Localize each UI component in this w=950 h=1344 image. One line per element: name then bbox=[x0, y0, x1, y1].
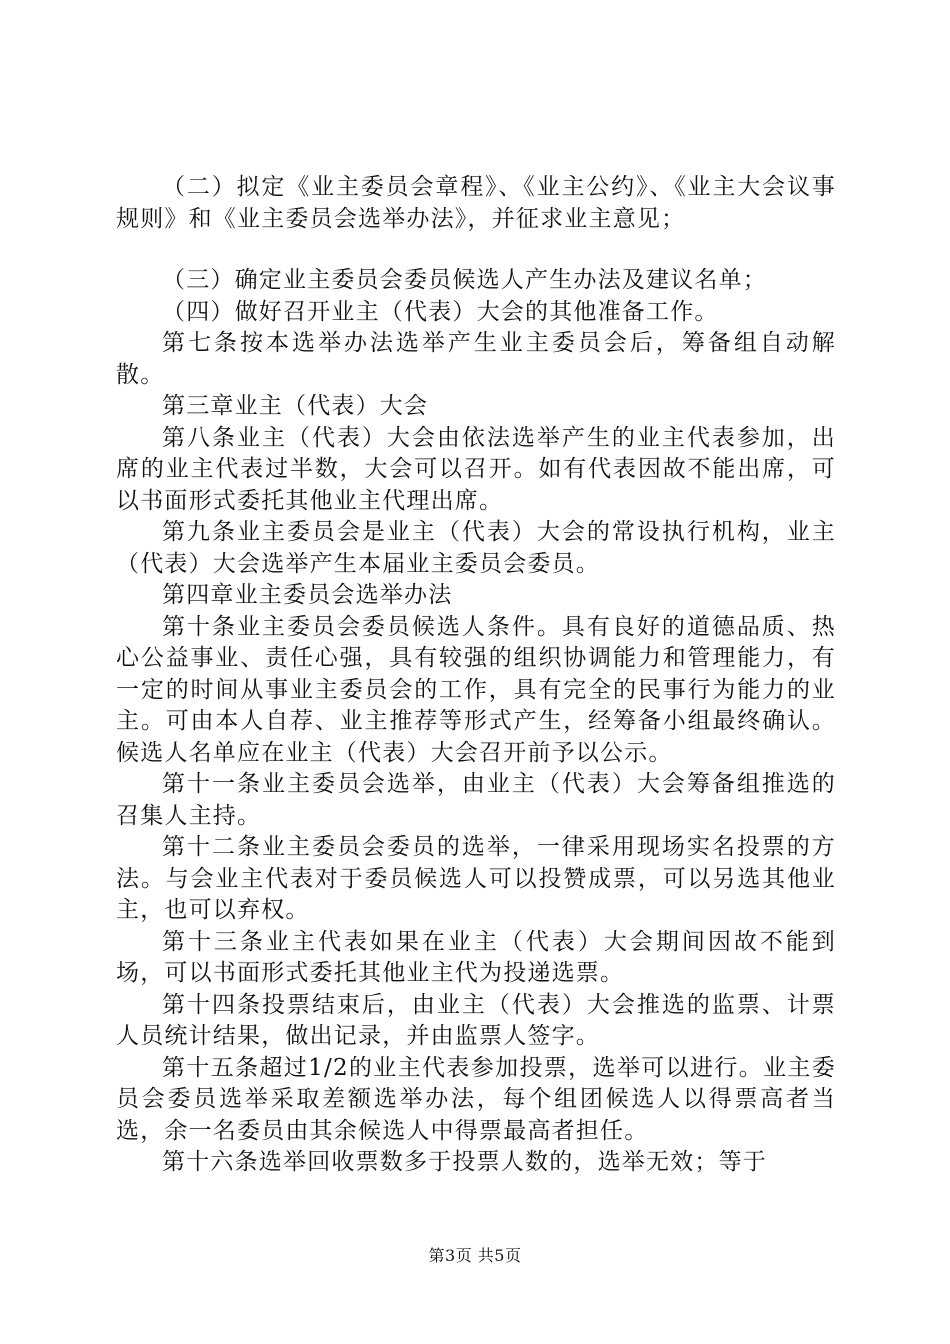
article-12: 第十二条业主委员会委员的选举，一律采用现场实名投票的方法。与会业主代表对于委员候选人可以投赞成票，可以另选其他业主，也可以弃权。 bbox=[116, 834, 836, 923]
paragraph-item-2: （二）拟定《业主委员会章程》、《业主公约》、《业主大会议事规则》和《业主委员会选举办法》，并征求业主意见； bbox=[116, 174, 836, 232]
article-8: 第八条业主（代表）大会由依法选举产生的业主代表参加，出席的业主代表过半数，大会可以召开。如有代表因故不能出席，可以书面形式委托其他业主代理出席。 bbox=[116, 424, 836, 514]
paragraph-item-4: （四）做好召开业主（代表）大会的其他准备工作。 bbox=[162, 298, 719, 325]
paragraph-item-3: （三）确定业主委员会委员候选人产生办法及建议名单； bbox=[162, 267, 767, 293]
chapter-3-heading: 第三章业主（代表）大会 bbox=[162, 393, 429, 419]
article-7: 第七条按本选举办法选举产生业主委员会后，筹备组自动解散。 bbox=[116, 330, 836, 388]
article-9: 第九条业主委员会是业主（代表）大会的常设执行机构，业主（代表）大会选举产生本届业主委员会委员。 bbox=[116, 519, 836, 577]
article-14: 第十四条投票结束后，由业主（代表）大会推选的监票、计票人员统计结果，做出记录，并由监票人签字。 bbox=[116, 991, 836, 1049]
page-number-footer: 第3页 共5页 bbox=[428, 1246, 522, 1265]
article-15: 第十五条超过1/2的业主代表参加投票，选举可以进行。业主委员会委员选举采取差额选举办法，每个组团候选人以得票高者当选，余一名委员由其余候选人中得票最高者担任。 bbox=[116, 1054, 836, 1144]
article-13: 第十三条业主代表如果在业主（代表）大会期间因故不能到场，可以书面形式委托其他业主代为投递选票。 bbox=[116, 928, 836, 986]
document-body bbox=[116, 172, 836, 1179]
article-10: 第十条业主委员会委员候选人条件。具有良好的道德品质、热心公益事业、责任心强，具有较强的组织协调能力和管理能力，有一定的时间从事业主委员会的工作，具有完全的民事行为能力的业主。可由本人自荐、业主推荐等形式产生，经筹备小组最终确认。候选人名单应在业主（代表）大会召开前予以公示。 bbox=[116, 613, 836, 766]
chapter-4-heading: 第四章业主委员会选举办法 bbox=[162, 582, 453, 608]
article-16: 第十六条选举回收票数多于投票人数的，选举无效；等于 bbox=[162, 1149, 767, 1175]
article-11: 第十一条业主委员会选举，由业主（代表）大会筹备组推选的召集人主持。 bbox=[116, 771, 836, 829]
